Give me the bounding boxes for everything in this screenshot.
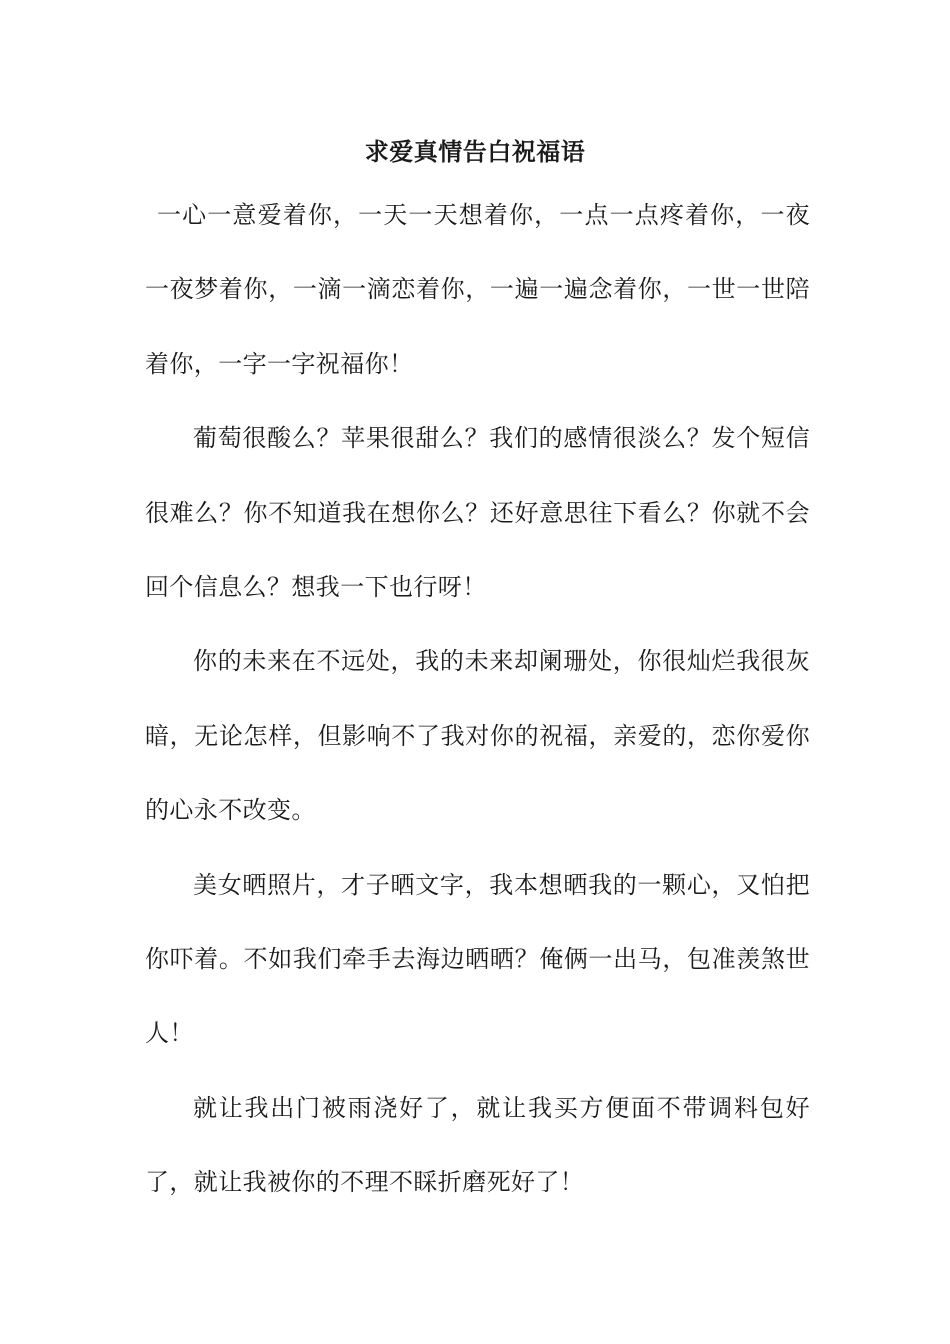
document-body — [145, 178, 810, 1220]
paragraph-4: 美女晒照片，才子晒文字，我本想晒我的一颗心，又怕把你吓着。不如我们牵手去海边晒晒？俺俩一出马，包准羡煞世人！ — [145, 870, 810, 1048]
document-title: 求爱真情告白祝福语 — [364, 137, 586, 166]
paragraph-1: 一心一意爱着你，一天一天想着你，一点一点疼着你，一夜一夜梦着你，一滴一滴恋着你，一遍一遍念着你，一世一世陪着你，一字一字祝福你！ — [145, 201, 810, 378]
paragraph-3: 你的未来在不远处，我的未来却阑珊处，你很灿烂我很灰暗，无论怎样，但影响不了我对你的祝福，亲爱的，恋你爱你的心永不改变。 — [145, 647, 810, 825]
paragraph-5: 就让我出门被雨浇好了，就让我买方便面不带调料包好了，就让我被你的不理不睬折磨死好了！ — [145, 1093, 810, 1197]
paragraph-2: 葡萄很酸么？苹果很甜么？我们的感情很淡么？发个短信很难么？你不知道我在想你么？还好意思往下看么？你就不会回个信息么？想我一下也行呀！ — [145, 424, 810, 602]
